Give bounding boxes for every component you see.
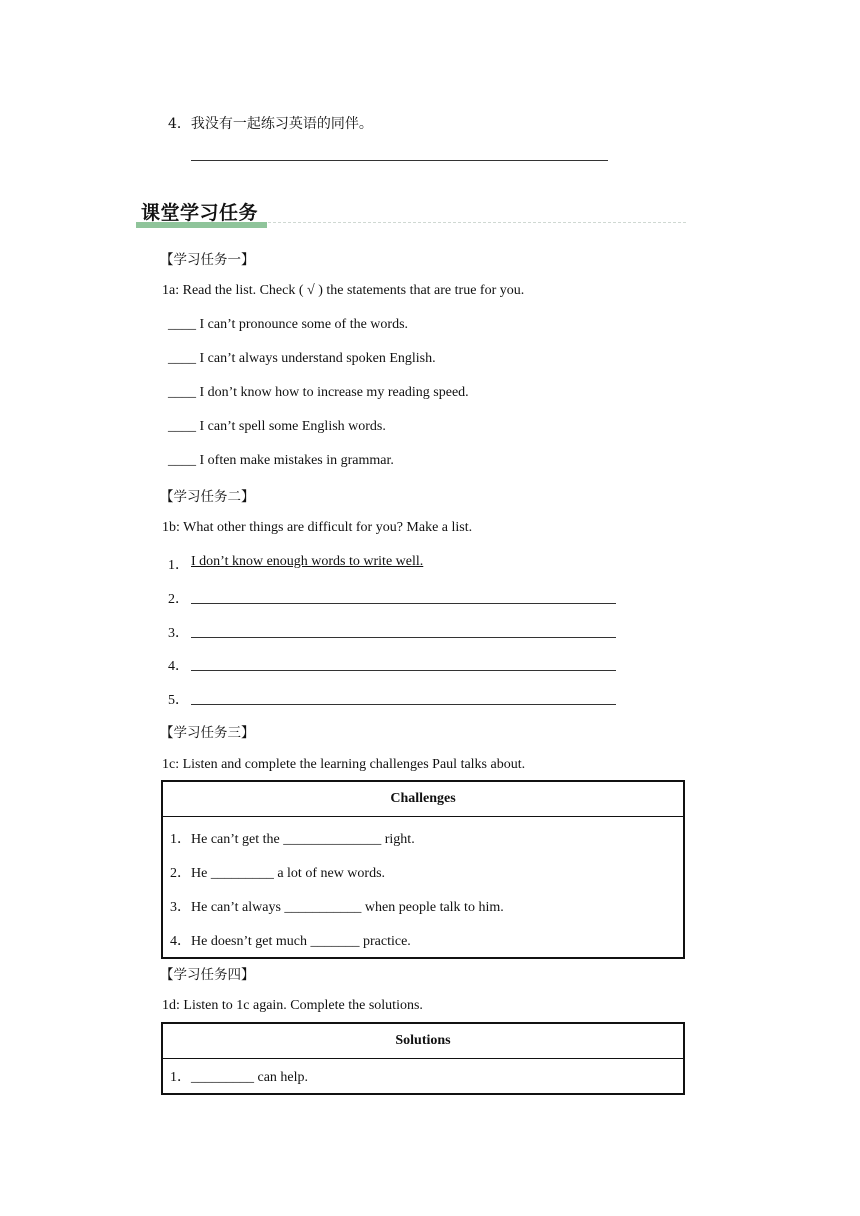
task-instruction-1a: 1a: Read the list. Check ( √ ) the statements that are true for you. [162,283,525,298]
solutions-table-header: Solutions [162,1023,684,1059]
list-1b-number: 3． [168,626,189,641]
list-1b-number: 4． [168,659,189,674]
answer-line[interactable] [191,637,616,638]
answer-line-top[interactable] [191,160,608,161]
task-heading-2: 【学习任务二】 [160,489,255,505]
challenges-table-header: Challenges [162,781,684,817]
checklist-item[interactable]: ____ I can’t spell some English words. [168,419,386,434]
checklist-item[interactable]: ____ I don’t know how to increase my reading speed. [168,385,469,400]
challenges-table [161,780,685,959]
list-1b-number: 5． [168,693,189,708]
task-heading-3: 【学习任务三】 [160,725,255,741]
challenge-row[interactable]: 3．He can’t always ___________ when people talk to him. [170,900,504,915]
answer-line[interactable] [191,704,616,705]
challenge-row[interactable]: 4．He doesn’t get much _______ practice. [170,934,411,949]
list-1b-example-answer: I don’t know enough words to write well. [191,554,424,569]
challenge-row[interactable]: 1．He can’t get the ______________ right. [170,832,415,847]
checklist-item[interactable]: ____ I often make mistakes in grammar. [168,453,394,468]
list-1b-number: 2． [168,592,189,607]
top-item-4: 4．我没有一起练习英语的同伴。 [168,116,373,132]
challenge-row[interactable]: 2．He _________ a lot of new words. [170,866,386,881]
checklist-item[interactable]: ____ I can’t pronounce some of the words. [168,317,409,332]
answer-line[interactable] [191,603,616,604]
section-divider [268,222,686,223]
task-heading-1: 【学习任务一】 [160,252,255,268]
section-title: 课堂学习任务 [141,202,259,224]
task-instruction-1d: 1d: Listen to 1c again. Complete the solutions. [162,998,423,1013]
list-1b-number: 1． [168,558,189,573]
checklist-item[interactable]: ____ I can’t always understand spoken English. [168,351,436,366]
task-instruction-1b: 1b: What other things are difficult for you? Make a list. [162,520,473,535]
answer-line[interactable] [191,670,616,671]
task-heading-4: 【学习任务四】 [160,967,255,983]
solutions-table [161,1022,685,1095]
task-instruction-1c: 1c: Listen and complete the learning challenges Paul talks about. [162,757,526,772]
solution-row[interactable]: 1．_________ can help. [170,1070,309,1085]
